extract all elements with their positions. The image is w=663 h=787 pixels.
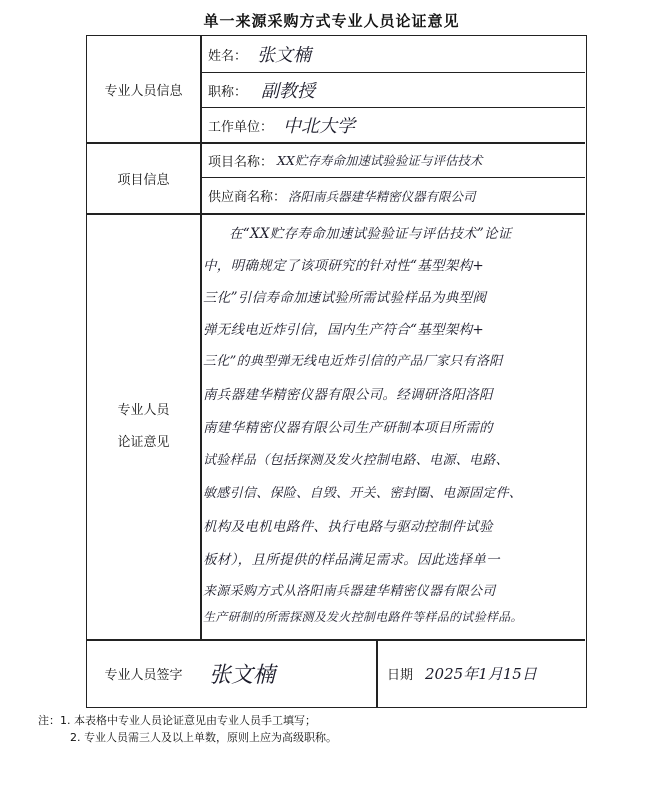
opinion-line: 机构及电机电路件、执行电路与驱动控制件试验 [203, 519, 493, 535]
opinion-line: 南兵器建华精密仪器有限公司。经调研洛阳洛阳 [203, 387, 493, 403]
opinion-line: 在“XX贮存寿命加速试验验证与评估技术”论证 [229, 226, 512, 242]
unit-label: 工作单位： [208, 119, 274, 135]
footnote-2: 2. 专业人员需三人及以上单数，原则上应为高级职称。 [70, 731, 337, 744]
section-signature: 专业人员签字 [104, 668, 183, 683]
title-value: 副教授 [261, 81, 316, 102]
opinion-line: 中，明确规定了该项研究的针对性“基型架构+ [203, 258, 485, 274]
project-label: 项目名称： [208, 154, 274, 170]
footnotes [38, 712, 337, 746]
page-title: 单一来源采购方式专业人员论证意见 [203, 12, 460, 30]
opinion-line: 弹无线电近炸引信，国内生产符合“基型架构+ [203, 322, 485, 338]
supplier-row [208, 178, 476, 213]
section-opinion [87, 214, 200, 639]
opinion-form [86, 35, 587, 708]
unit-row [208, 108, 355, 142]
opinion-text [203, 222, 587, 650]
opinion-line: 三化”引信寿命加速试验所需试验样品为典型阀 [203, 290, 487, 306]
section-project-info: 项目信息 [117, 172, 170, 188]
opinion-line: 敏感引信、保险、自毁、开关、密封圈、电源固定件、 [203, 486, 523, 501]
section-opinion-line2: 论证意见 [117, 434, 170, 450]
name-row [208, 36, 311, 72]
supplier-value: 洛阳南兵器建华精密仪器有限公司 [288, 188, 476, 204]
opinion-line: 南建华精密仪器有限公司生产研制本项目所需的 [203, 420, 493, 436]
signature-value: 张文楠 [209, 663, 276, 688]
column-divider [200, 36, 202, 639]
title-label: 职称： [208, 84, 248, 100]
date-value: 2025年1月15日 [425, 665, 537, 683]
name-label: 姓名： [208, 48, 248, 64]
opinion-line: 试验样品（包括探测及发火控制电路、电源、电路、 [203, 453, 509, 468]
title-row [208, 73, 315, 107]
section-opinion-line1: 专业人员 [117, 402, 170, 418]
opinion-line: 生产研制的所需探测及发火控制电路件等样品的试验样品。 [203, 610, 523, 624]
opinion-line: 来源采购方式从洛阳南兵器建华精密仪器有限公司 [203, 584, 496, 599]
footnote-1: 注：1. 本表格中专业人员论证意见由专业人员手工填写； [38, 714, 316, 727]
opinion-line: 板材），且所提供的样品满足需求。因此选择单一 [203, 552, 500, 568]
unit-value: 中北大学 [283, 116, 356, 137]
supplier-label: 供应商名称： [208, 190, 287, 205]
section-expert-info: 专业人员信息 [104, 83, 183, 99]
opinion-line: 三化”的典型弹无线电近炸引信的产品厂家只有洛阳 [203, 354, 503, 369]
project-value: XX贮存寿命加速试验验证与评估技术 [277, 153, 483, 168]
name-value: 张文楠 [257, 45, 312, 66]
project-row [208, 143, 482, 177]
date-row [387, 640, 537, 707]
date-label: 日期 [387, 668, 414, 683]
